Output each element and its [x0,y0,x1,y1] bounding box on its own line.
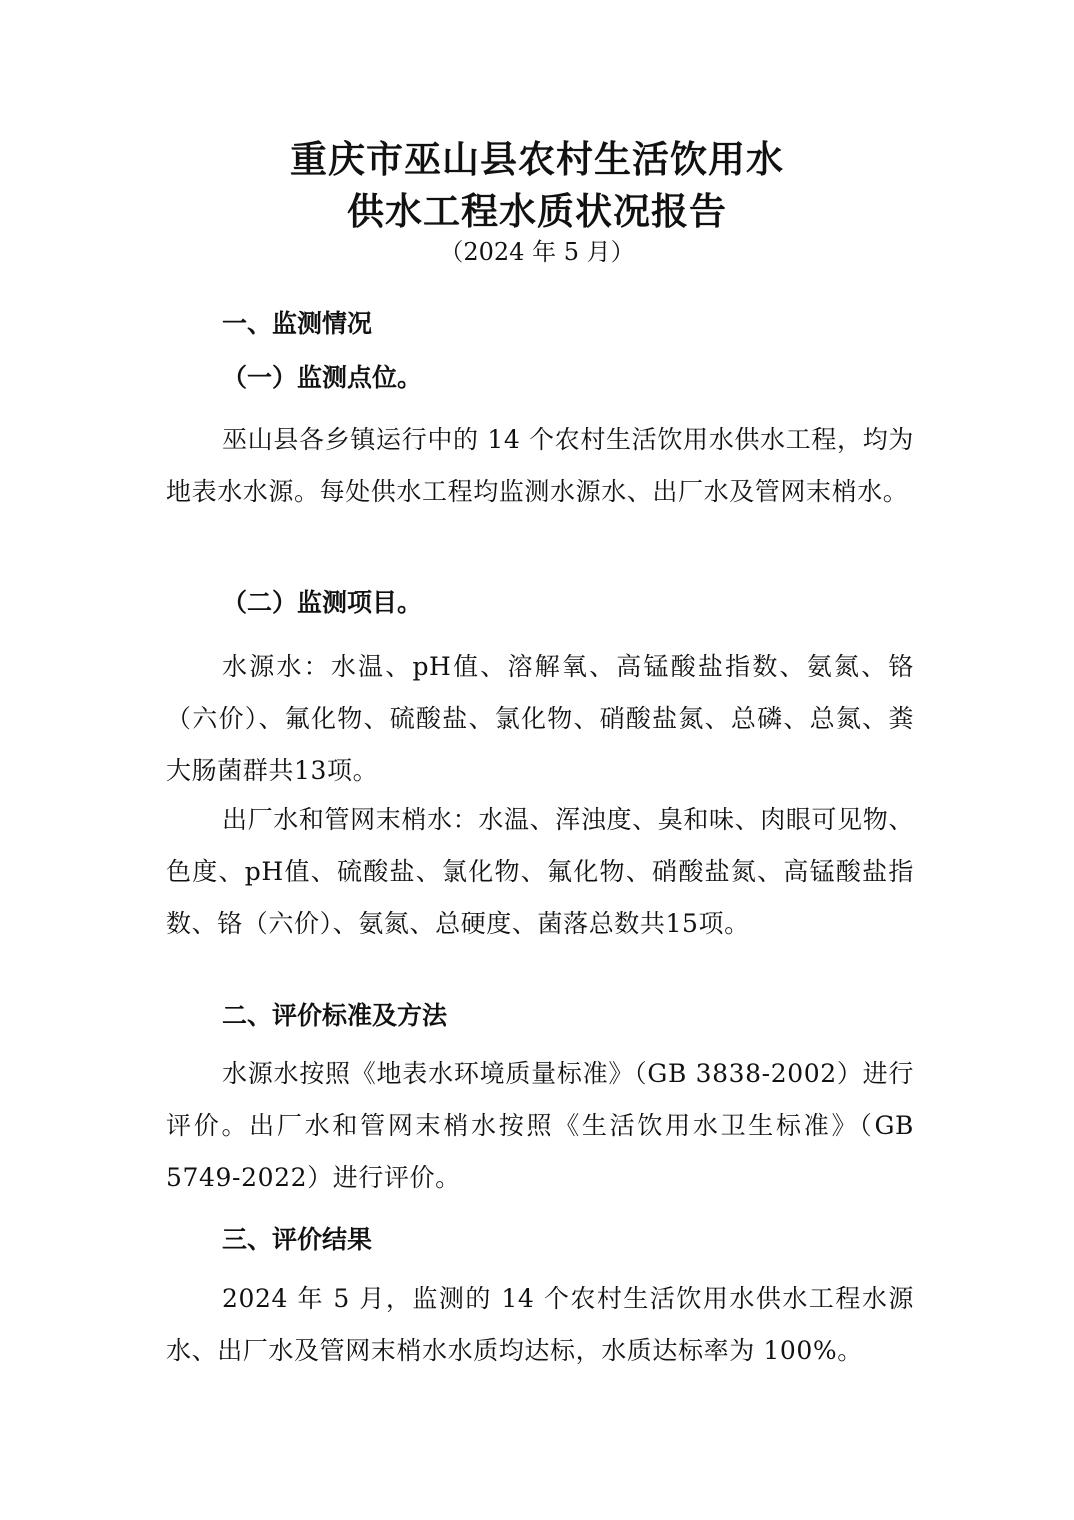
subsection-2-heading: （二）监测项目。 [222,588,423,617]
source-water-items-paragraph: 水源水：水温、pH值、溶解氧、高锰酸盐指数、氨氮、铬（六价）、氟化物、硫酸盐、氯化物、硝酸盐氮、总磷、总氮、粪大肠菌群共13项。 [166,652,914,785]
monitoring-points-paragraph: 巫山县各乡镇运行中的 14 个农村生活饮用水供水工程，均为地表水水源。每处供水工程均监测水源水、出厂水及管网末梢水。 [166,425,914,506]
report-title-line-2: 供水工程水质状况报告 [347,190,727,233]
outlet-water-items-paragraph: 出厂水和管网末梢水：水温、浑浊度、臭和味、肉眼可见物、色度、pH值、硫酸盐、氯化物、氟化物、硝酸盐氮、高锰酸盐指数、铬（六价）、氨氮、总硬度、菌落总数共15项。 [166,805,914,938]
report-title-line-1: 重庆市巫山县农村生活饮用水 [290,138,784,181]
section-3-heading: 三、评价结果 [222,1225,373,1254]
section-2-heading: 二、评价标准及方法 [222,1001,448,1030]
subsection-1-heading: （一）监测点位。 [222,363,423,392]
section-1-heading: 一、监测情况 [222,309,373,338]
evaluation-standards-paragraph: 水源水按照《地表水环境质量标准》（GB 3838-2002）进行评价。出厂水和管网末梢水按照《生活饮用水卫生标准》（GB 5749-2022）进行评价。 [166,1059,914,1192]
evaluation-results-paragraph: 2024 年 5 月，监测的 14 个农村生活饮用水供水工程水源水、出厂水及管网末梢水水质均达标，水质达标率为 100%。 [166,1284,914,1365]
report-period: （2024 年 5 月） [439,238,635,266]
